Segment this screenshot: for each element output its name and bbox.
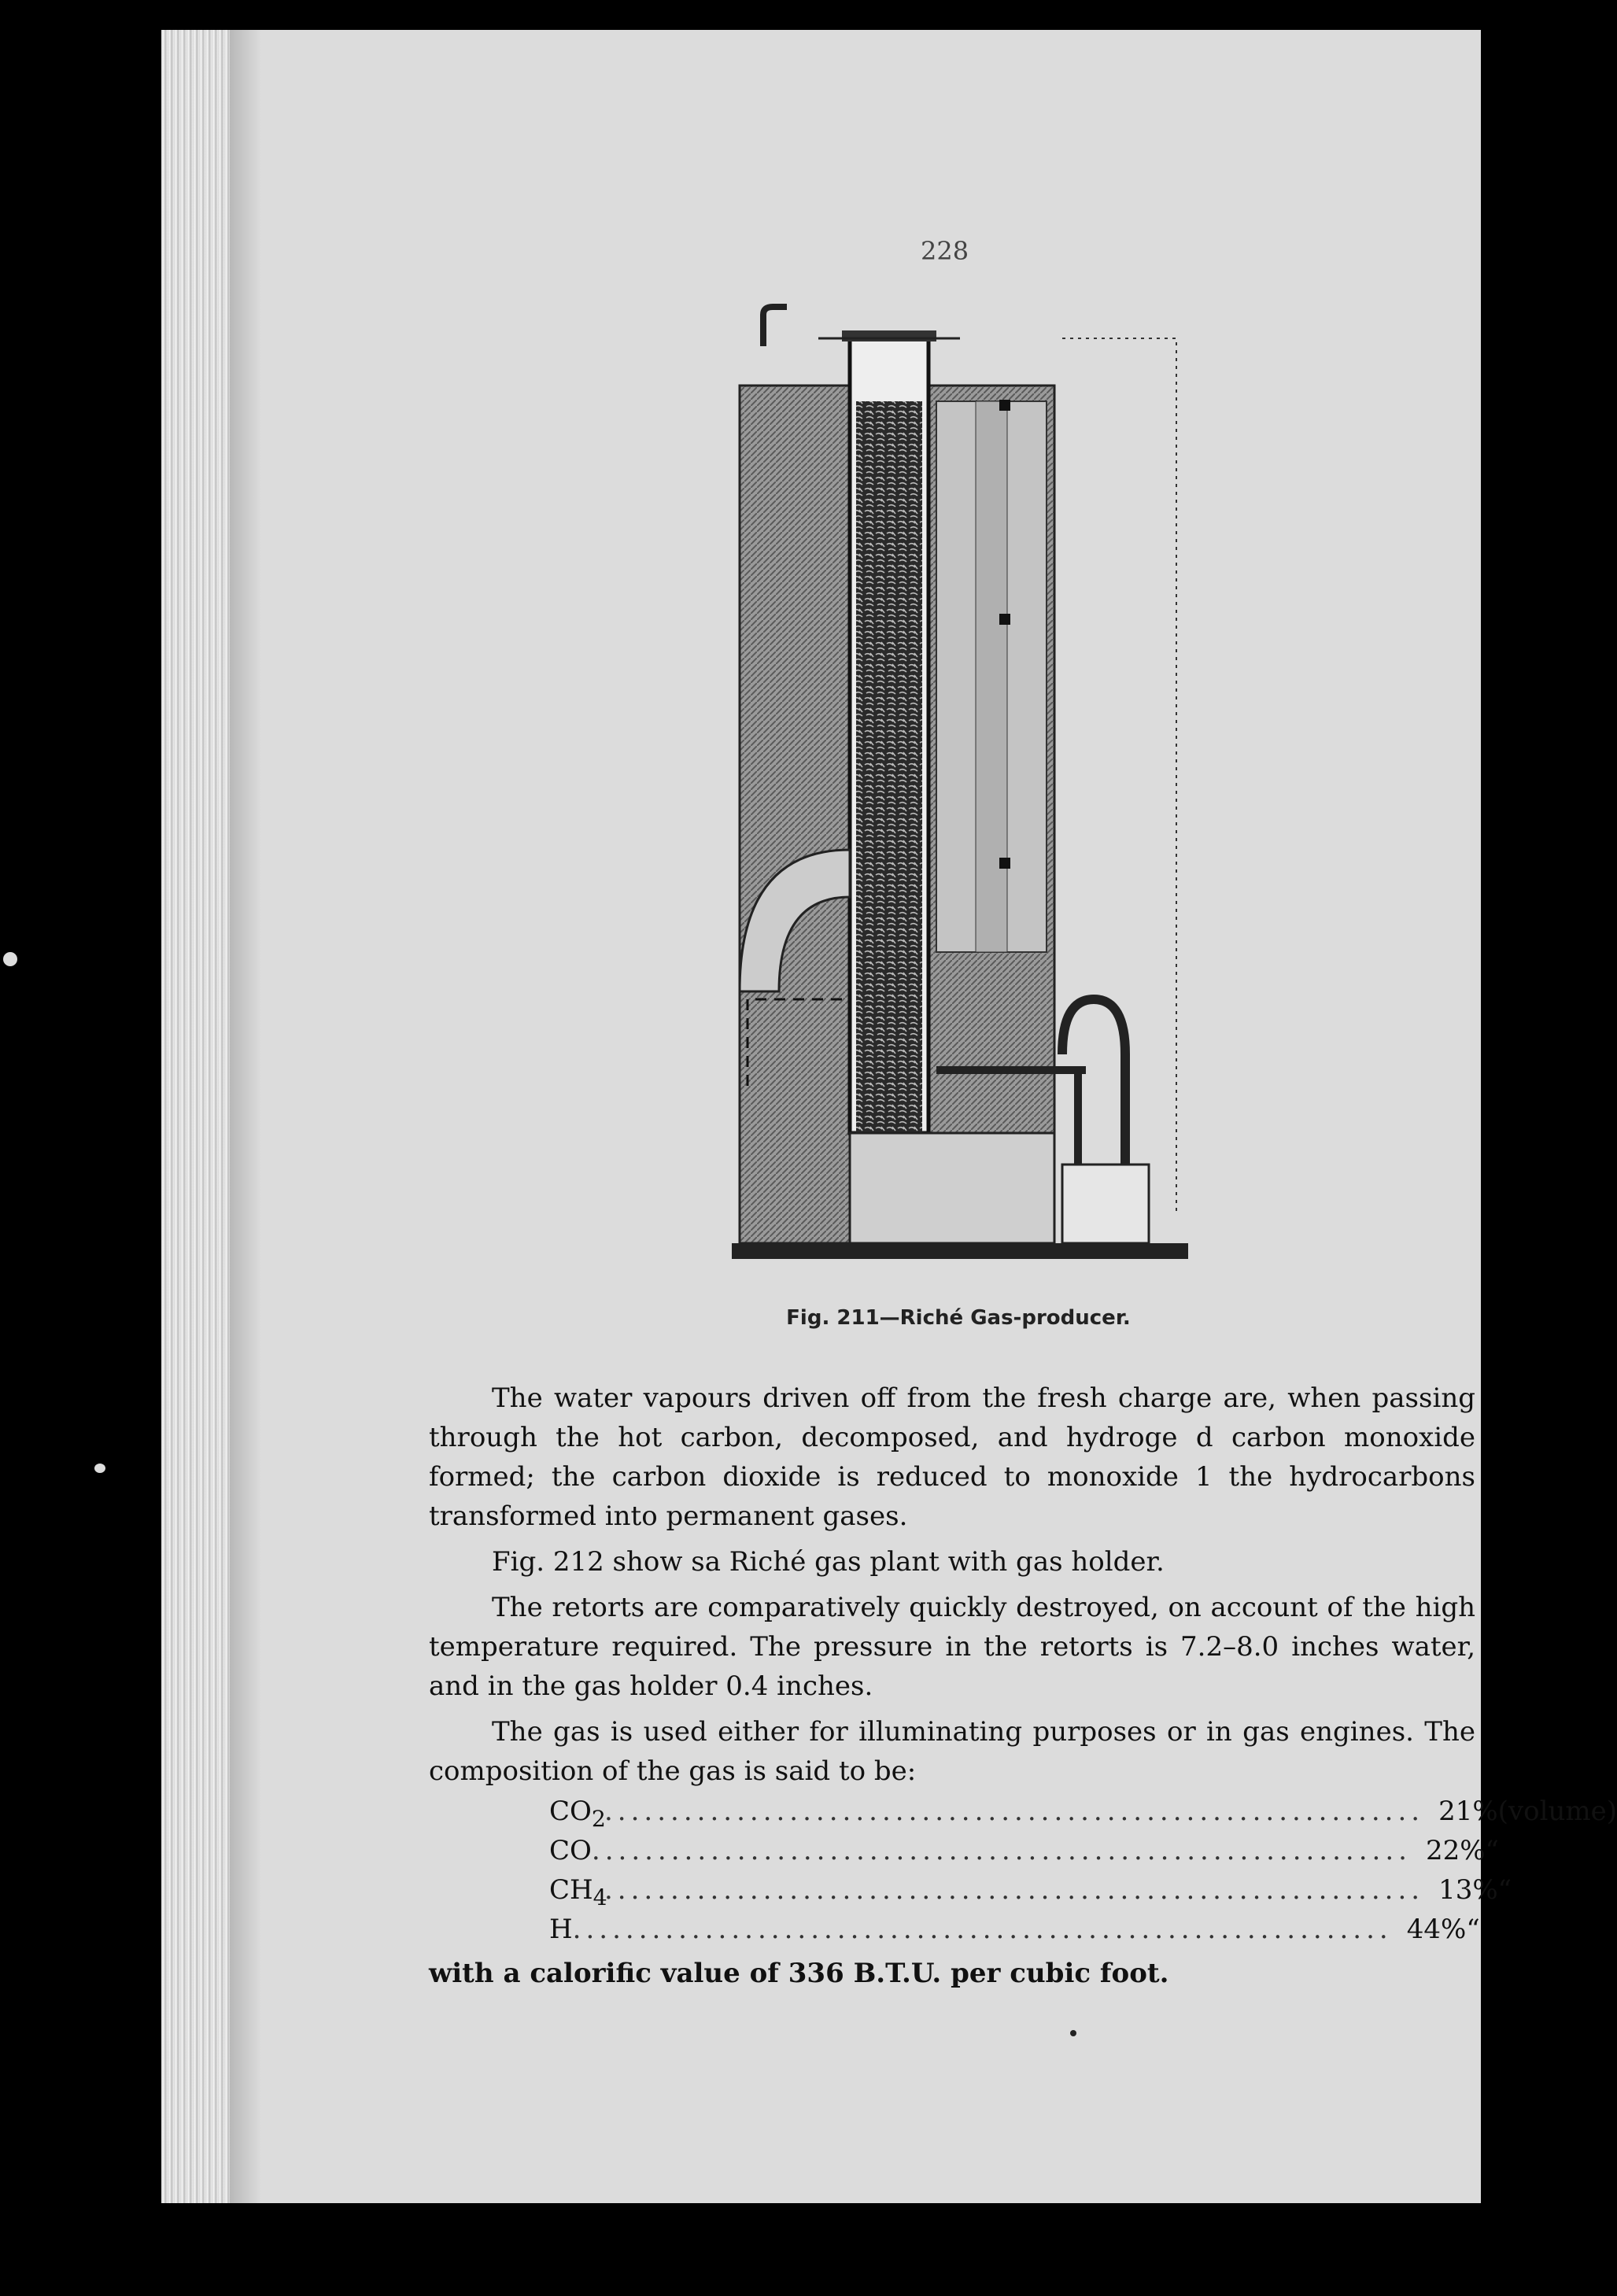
gas-unit: “ [1485,1835,1499,1866]
spine-shadow [230,30,261,2203]
base-plate [732,1243,1188,1259]
gas-percent: 21% [1438,1796,1498,1827]
gas-producer-figure [732,299,1188,1298]
closing-line: with a calorific value of 336 B.T.U. per cubic foot. [429,1958,1169,1989]
paragraph: Fig. 212 show sa Riché gas plant with gas holder. [492,1546,1165,1578]
gas-producer-diagram [732,299,1188,1298]
coal-charge [856,401,922,1133]
gas-composition-table [549,1796,1617,1953]
gas-unit: “ [1497,1874,1512,1906]
leader-dots: .............................................................. [591,1835,1412,1866]
outlet-pipe [763,307,787,346]
page-number: 228 [921,236,969,266]
gas-percent: 22% [1425,1835,1486,1866]
edge-speck [94,1464,105,1473]
figure-caption: Fig. 211—Riché Gas-producer. [786,1306,1131,1330]
gas-formula: $CO_2$ [549,1796,606,1832]
water-seal [1062,1165,1149,1243]
ink-speck [1070,2030,1076,2036]
leader-dots: .............................................................. [604,1796,1425,1827]
paragraph: The water vapours driven off from the fresh charge are, when passing through the hot carbon, decomposed, and hydroge d carbon monoxide formed; the carbon dioxide is reduced to monoxide 1 the hydrocarbons transformed into permanent gases. [429,1382,1475,1532]
edge-speck [3,952,17,966]
gas-percent: 44% [1406,1914,1467,1945]
composition-row [549,1835,1499,1874]
leader-dots: .............................................................. [572,1914,1393,1945]
gas-formula: CO [549,1835,592,1866]
lower-chamber [850,1133,1054,1243]
gas-unit: (volume) [1497,1796,1617,1827]
body-text [429,1379,1475,1797]
composition-row [549,1874,1512,1914]
book-page-edges [161,30,240,2203]
composition-row [549,1914,1480,1953]
composition-row [549,1796,1617,1835]
paragraph: The retorts are comparatively quickly destroyed, on account of the high temperature required. The pressure in the retorts is 7.2–8.0 inches water, and in the gas holder 0.4 inches. [429,1592,1475,1702]
gas-formula: H [549,1914,573,1945]
gas-unit: “ [1466,1914,1480,1945]
paragraph: The gas is used either for illuminating purposes or in gas engines. The composition of the gas is said to be: [429,1716,1475,1787]
leader-dots: .............................................................. [604,1874,1425,1906]
gas-formula: $CH_4$ [549,1874,607,1910]
gas-percent: 13% [1438,1874,1498,1906]
